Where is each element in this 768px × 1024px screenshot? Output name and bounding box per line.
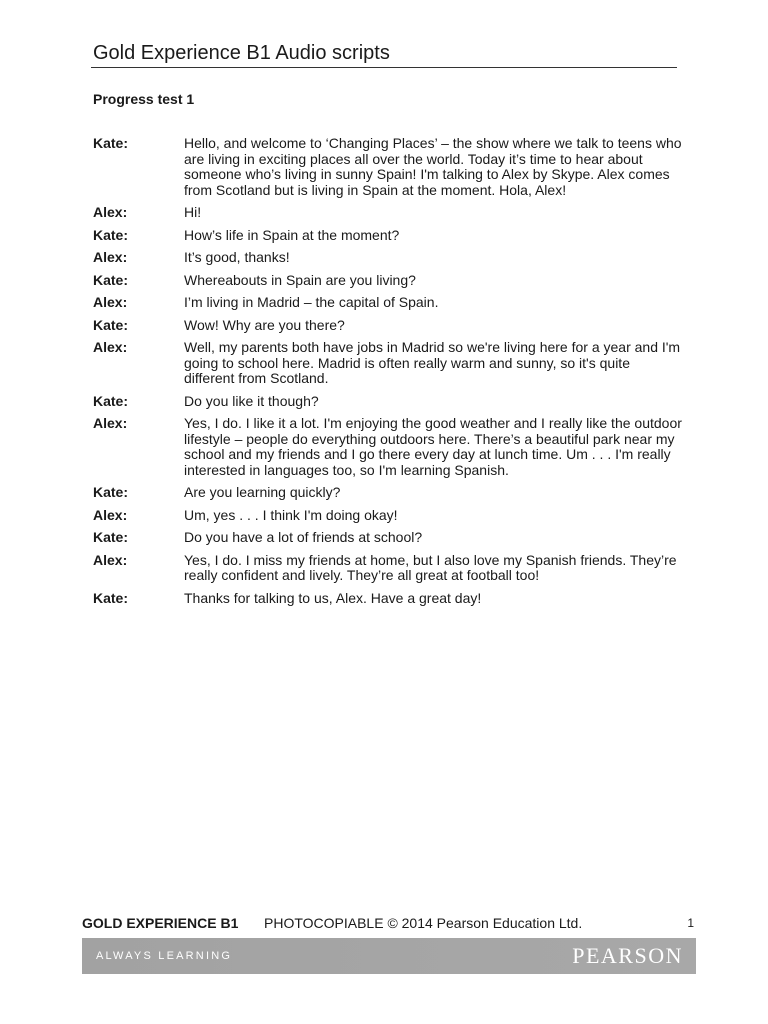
pearson-banner [82,938,696,974]
speaker-label: Kate: [93,226,129,243]
speech-text: Do you have a lot of friends at school? [184,529,423,545]
speech-text: Are you learning quickly? [184,484,341,500]
script-line [93,228,683,244]
script-line [93,273,683,289]
speech-text: Hello, and welcome to ‘Changing Places’ – the show where we talk to teens who are living in exciting places all over the world. Today it’s time to hear about someone who’s living in sunny Spain! I'm talking to Alex by Skype. Alex comes from Scotland but is living in Spain at the moment. Hola, Alex! [184,135,682,198]
speech-text: How’s life in Spain at the moment? [184,226,400,243]
page-number: 1 [687,916,694,930]
speaker-label: Kate: [93,484,129,500]
speaker-label: Alex: [93,415,128,431]
script-line [93,295,683,311]
speech-text: Thanks for talking to us, Alex. Have a great day! [184,589,482,606]
speech-text: Do you like it though? [184,392,319,409]
speaker-label: Kate: [93,392,129,409]
footer-copyright: PHOTOCOPIABLE © 2014 Pearson Education Ltd. [264,915,583,931]
speaker-label: Kate: [93,316,129,333]
speech-text: I’m living in Madrid – the capital of Spain. [184,294,439,310]
speaker-label: Alex: [93,294,128,310]
speaker-label: Kate: [93,271,129,288]
audio-script [93,136,683,613]
script-line [93,508,683,524]
speech-text: Well, my parents both have jobs in Madrid so we're living here for a year and I'm going to school here. Madrid is often really warm and sunny, so it's quite different from Scotland. [184,339,681,386]
script-line [93,530,683,546]
header-divider [91,67,677,68]
speech-text: Whereabouts in Spain are you living? [184,271,416,288]
speaker-label: Alex: [93,551,128,568]
script-line [93,250,683,266]
script-line [93,591,683,607]
banner-tagline: ALWAYS LEARNING [96,950,233,962]
footer [82,914,696,932]
script-line [93,485,683,501]
speech-text: Yes, I do. I miss my friends at home, but I also love my Spanish friends. They’re really confident and lively. They’re all great at football too! [184,551,677,583]
script-line [93,136,683,198]
speech-text: Hi! [184,204,202,220]
script-line [93,553,683,584]
script-line [93,340,683,387]
pearson-logo: PEARSON [572,943,683,968]
speaker-label: Alex: [93,249,128,265]
section-title: Progress test 1 [93,91,195,107]
speaker-label: Kate: [93,589,129,606]
speech-text: Um, yes . . . I think I'm doing okay! [184,506,398,523]
script-line [93,416,683,478]
script-line [93,318,683,334]
speaker-label: Kate: [93,135,129,151]
speaker-label: Kate: [93,529,129,545]
speech-text: Wow! Why are you there? [184,316,345,333]
footer-brand: GOLD EXPERIENCE B1 [82,915,239,931]
speaker-label: Alex: [93,204,128,220]
script-line [93,205,683,221]
document-title: Gold Experience B1 Audio scripts [93,42,390,64]
speech-text: Yes, I do. I like it a lot. I'm enjoying the good weather and I really like the outdoor lifestyle – people do everything outdoors here. There’s a beautiful park near my school and my friends and I go there every day at lunch time. Um . . . I'm really interested in languages too, so I'm learning Spanish. [184,415,682,478]
script-line [93,394,683,410]
speaker-label: Alex: [93,506,128,523]
speaker-label: Alex: [93,339,128,355]
speech-text: It’s good, thanks! [184,249,290,265]
